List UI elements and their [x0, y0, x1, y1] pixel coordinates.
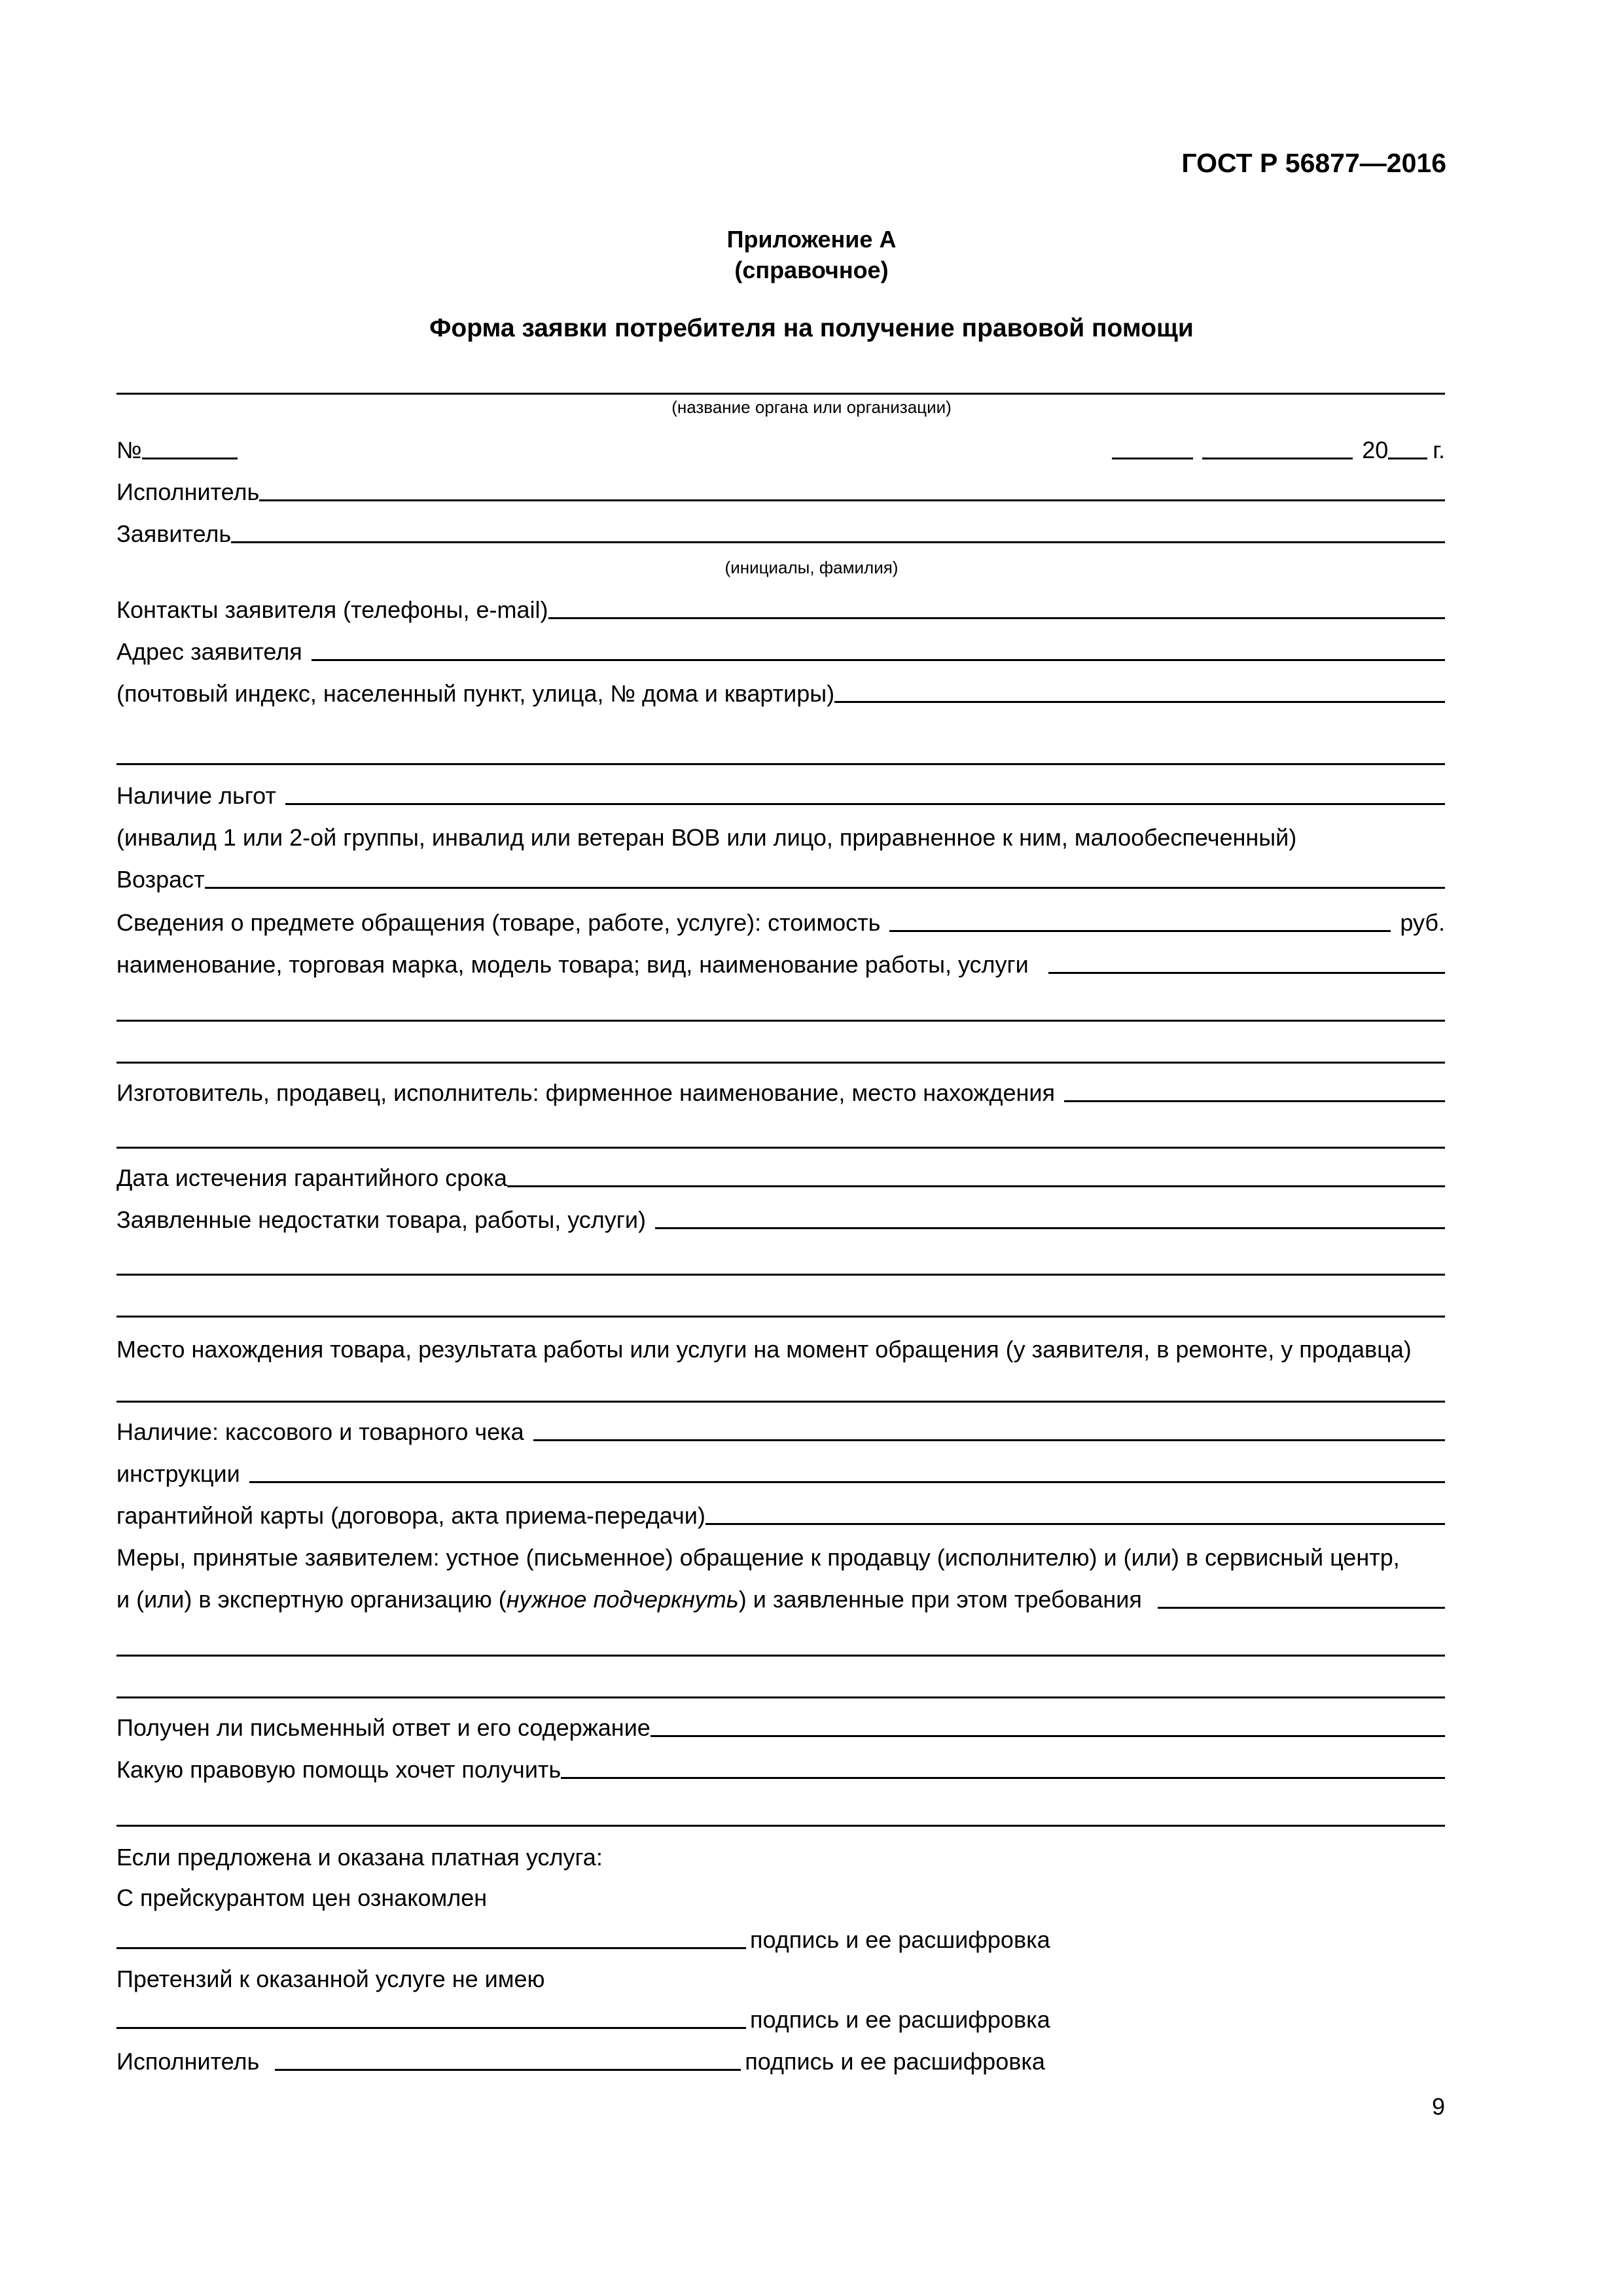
product-extra-field-1[interactable] — [116, 1020, 1445, 1022]
contacts-field[interactable] — [548, 617, 1446, 619]
defects-extra-field-1[interactable] — [116, 1274, 1445, 1276]
subject-label: Сведения о предмете обращения (товаре, работе, услуге): стоимость — [116, 909, 881, 936]
age-row — [116, 867, 1445, 893]
legal-help-field[interactable] — [561, 1777, 1445, 1779]
product-extra-field-2[interactable] — [116, 1062, 1445, 1064]
benefits-label: Наличие льгот — [116, 782, 276, 809]
product-name-field[interactable] — [1048, 972, 1445, 974]
measures-extra-field-2[interactable] — [116, 1696, 1445, 1698]
no-claims-signature-label: подпись и ее расшифровка — [750, 2006, 1050, 2033]
org-name-hint: (название органа или организации) — [671, 397, 952, 417]
applicant-hint: (инициалы, фамилия) — [724, 558, 899, 577]
warranty-card-label: гарантийной карты (договора, акта приема-передачи) — [116, 1502, 705, 1529]
product-name-row — [116, 952, 1445, 978]
price-list-label: С прейскурантом цен ознакомлен — [116, 1884, 488, 1911]
receipt-label: Наличие: кассового и товарного чека — [116, 1418, 524, 1445]
receipt-row — [116, 1419, 1445, 1445]
warranty-field[interactable] — [507, 1185, 1445, 1187]
instructions-field[interactable] — [249, 1481, 1445, 1483]
contacts-row — [116, 597, 1445, 623]
price-list-signature-label: подпись и ее расшифровка — [750, 1926, 1050, 1953]
measures-line-2: и (или) в экспертную организацию (нужное подчеркнуть) и заявленные при этом требования — [116, 1586, 1142, 1613]
date-year-suffix: г. — [1433, 437, 1445, 463]
warranty-card-field[interactable] — [705, 1523, 1445, 1525]
warranty-row — [116, 1165, 1445, 1191]
executor-label: Исполнитель — [116, 478, 260, 505]
benefits-hint: (инвалид 1 или 2-ой группы, инвалид или ветеран ВОВ или лицо, приравненное к ним, малообеспеченный) — [116, 824, 1297, 851]
benefits-row — [116, 783, 1445, 809]
legal-help-row — [116, 1757, 1445, 1783]
executor-signature-label: подпись и ее расшифровка — [745, 2048, 1045, 2075]
instructions-row — [116, 1461, 1445, 1487]
org-name-field[interactable] — [116, 393, 1445, 395]
form-title: Форма заявки потребителя на получение правовой помощи — [429, 314, 1194, 342]
standard-number: ГОСТ Р 56877—2016 — [1181, 148, 1446, 178]
measures-row — [116, 1587, 1445, 1613]
warranty-label: Дата истечения гарантийного срока — [116, 1164, 507, 1191]
appendix-type: (справочное) — [734, 257, 889, 283]
defects-extra-field-2[interactable] — [116, 1316, 1445, 1318]
legal-help-label: Какую правовую помощь хочет получить — [116, 1756, 562, 1783]
address-hint-row — [116, 681, 1445, 707]
page-number: 9 — [1431, 2093, 1445, 2120]
paid-service-label: Если предложена и оказана платная услуга: — [116, 1844, 603, 1871]
final-executor-label: Исполнитель — [116, 2048, 260, 2075]
warranty-card-row — [116, 1503, 1445, 1529]
applicant-field[interactable] — [231, 541, 1445, 543]
number-date-row — [116, 437, 1445, 463]
address-row — [116, 639, 1445, 665]
age-label: Возраст — [116, 866, 205, 893]
defects-row — [116, 1207, 1445, 1233]
age-field[interactable] — [205, 887, 1445, 889]
number-field[interactable] — [142, 457, 238, 459]
executor-row — [116, 479, 1445, 505]
subject-row — [116, 910, 1445, 936]
manufacturer-label: Изготовитель, продавец, исполнитель: фирменное наименование, место нахождения — [116, 1079, 1055, 1106]
manufacturer-row — [116, 1080, 1445, 1106]
currency-label: руб. — [1400, 909, 1445, 936]
address-hint: (почтовый индекс, населенный пункт, улица, № дома и квартиры) — [116, 680, 835, 707]
measures-line-1: Меры, принятые заявителем: устное (письменное) обращение к продавцу (исполнителю) и (или) в сервисный центр, — [116, 1544, 1400, 1571]
no-claims-signature-row — [116, 2007, 1072, 2033]
benefits-field[interactable] — [285, 803, 1445, 805]
measures-extra-field-1[interactable] — [116, 1655, 1445, 1657]
address-detail-field[interactable] — [834, 701, 1445, 703]
instructions-label: инструкции — [116, 1460, 240, 1487]
applicant-row — [116, 521, 1445, 547]
address-label: Адрес заявителя — [116, 638, 302, 665]
location-field[interactable] — [116, 1401, 1445, 1403]
written-answer-field[interactable] — [651, 1735, 1445, 1737]
appendix-title: Приложение А — [726, 226, 897, 253]
executor-signature-row — [116, 2049, 1072, 2075]
executor-field[interactable] — [259, 499, 1445, 501]
date-day-field[interactable] — [1112, 457, 1193, 459]
legal-help-extra-field[interactable] — [116, 1825, 1445, 1827]
address-field[interactable] — [312, 659, 1445, 661]
executor-signature-field[interactable] — [275, 2069, 741, 2071]
defects-field[interactable] — [655, 1227, 1445, 1229]
written-answer-row — [116, 1715, 1445, 1741]
cost-field[interactable] — [889, 930, 1391, 932]
location-label: Место нахождения товара, результата работы или услуги на момент обращения (у заявителя, в ремонте, у продавца) — [116, 1336, 1412, 1363]
applicant-label: Заявитель — [116, 520, 232, 547]
address-extra-field[interactable] — [116, 763, 1445, 765]
contacts-label: Контакты заявителя (телефоны, e-mail) — [116, 596, 548, 623]
price-list-signature-row — [116, 1927, 1072, 1953]
written-answer-label: Получен ли письменный ответ и его содержание — [116, 1714, 651, 1741]
no-claims-signature-field[interactable] — [116, 2027, 746, 2029]
product-name-label: наименование, торговая марка, модель товара; вид, наименование работы, услуги — [116, 951, 1029, 978]
manufacturer-field[interactable] — [1064, 1100, 1445, 1102]
date-year-prefix: 20 — [1362, 437, 1389, 463]
number-label: № — [116, 437, 142, 463]
measures-field[interactable] — [1158, 1607, 1445, 1609]
date-month-field[interactable] — [1202, 457, 1353, 459]
date-year-field[interactable] — [1388, 457, 1427, 459]
receipt-field[interactable] — [533, 1439, 1445, 1441]
defects-label: Заявленные недостатки товара, работы, услуги) — [116, 1206, 647, 1233]
no-claims-label: Претензий к оказанной услуге не имею — [116, 1965, 545, 1992]
price-list-signature-field[interactable] — [116, 1947, 746, 1949]
manufacturer-extra-field[interactable] — [116, 1147, 1445, 1149]
